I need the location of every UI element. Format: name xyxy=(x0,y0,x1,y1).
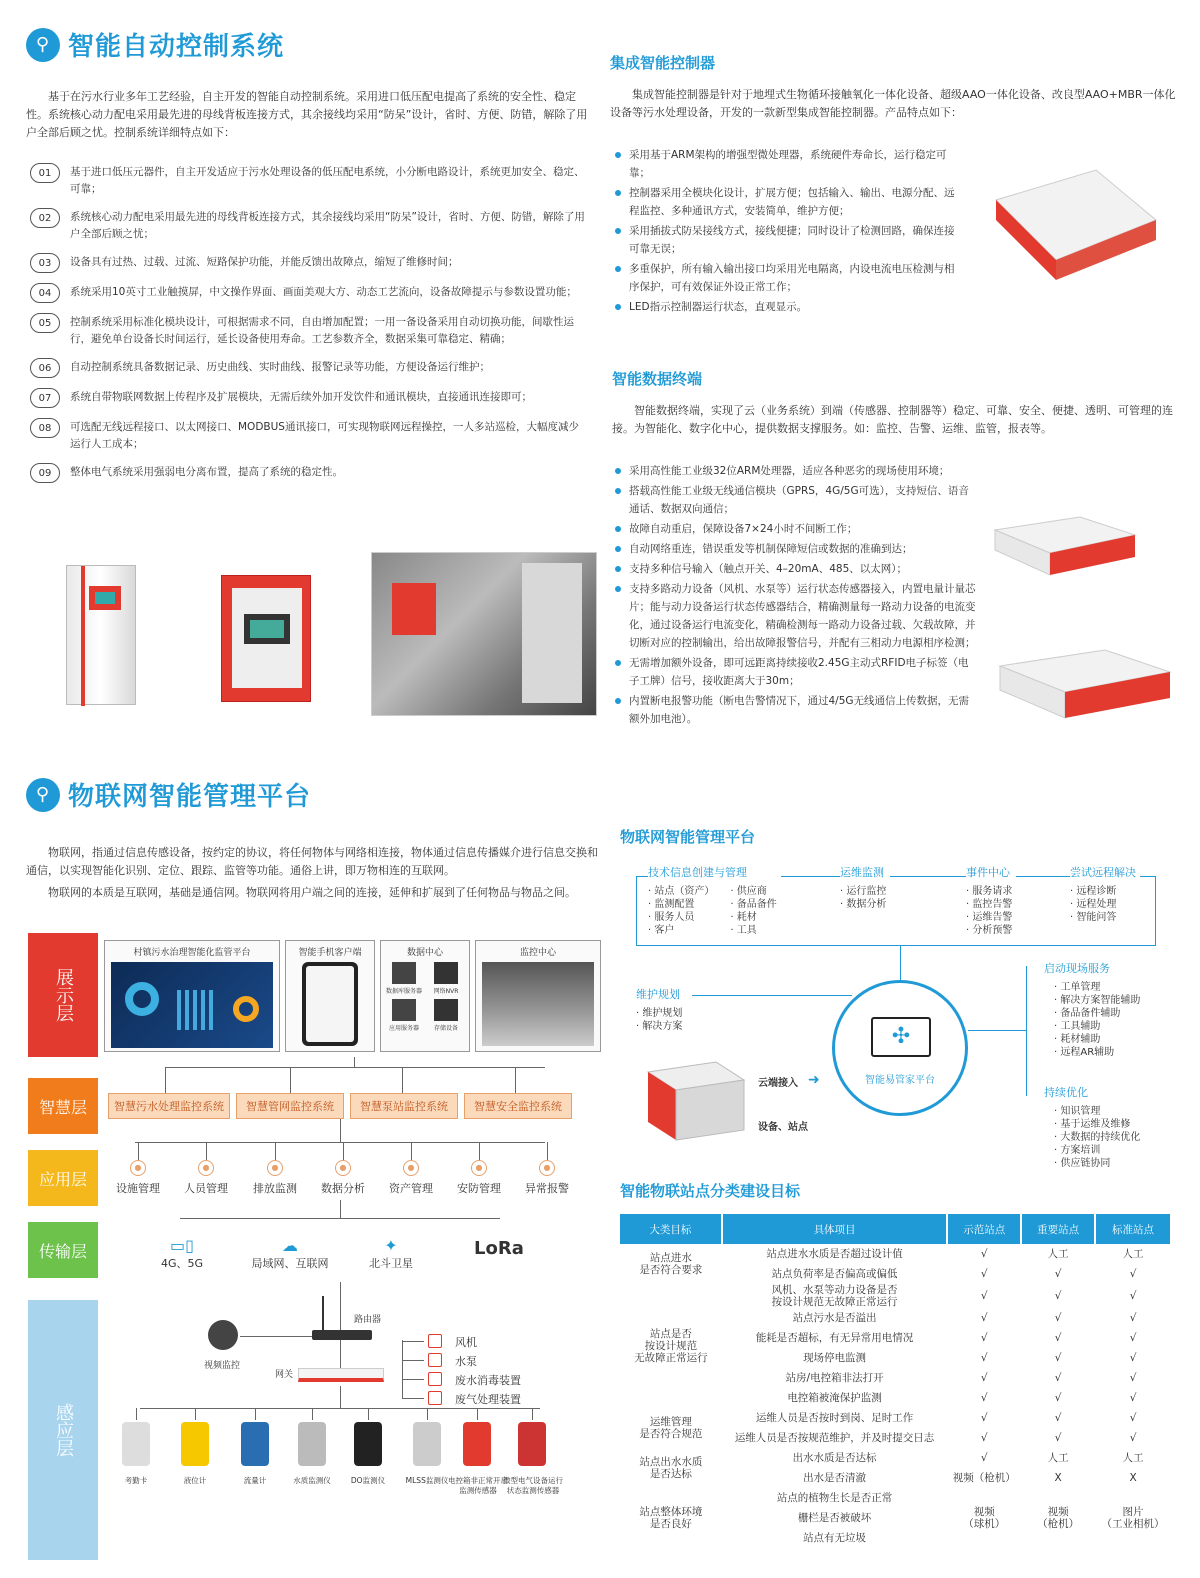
feature-item xyxy=(30,254,586,273)
value-cell: 视频 （枪机） xyxy=(1037,1506,1080,1530)
item-cell: 电控箱被淹保护监测 xyxy=(787,1392,882,1404)
platform-item: · 远程诊断 xyxy=(1070,886,1117,897)
transport-lan: ☁ 局域网、互联网 xyxy=(240,1236,340,1271)
table-row xyxy=(620,1488,1171,1508)
platform-item: · 维护规划 xyxy=(636,1008,683,1019)
app-icon: ● xyxy=(403,1160,419,1176)
value-cell: √ xyxy=(980,1412,988,1424)
value-cell: √ xyxy=(1129,1290,1137,1302)
table-header: 示范站点 xyxy=(947,1214,1021,1244)
layer-application: 应用层 xyxy=(28,1150,98,1206)
item-cell: 现场停电监测 xyxy=(803,1352,867,1364)
devices-icon: ▭▯ xyxy=(170,1236,194,1255)
system-sewage: 智慧污水处理监控系统 xyxy=(108,1093,230,1119)
item-cell: 能耗是否超标，有无异常用电情况 xyxy=(755,1332,914,1344)
arrow-right-icon: ➜ xyxy=(808,1072,820,1088)
bullet-item: 搭载高性能工业级无线通信模块（GPRS，4G/5G可选），支持短信、语音通话、数据双向通信； xyxy=(615,482,977,518)
platform-item: · 基于运维及维修 xyxy=(1054,1119,1131,1130)
layer-display: 展示层 xyxy=(28,933,98,1057)
app-item: ● 资产管理 xyxy=(376,1160,446,1196)
number-badge: 02 xyxy=(30,208,60,228)
platform-item: · 解决方案 xyxy=(636,1021,683,1032)
equipment-icon xyxy=(428,1353,442,1367)
sensor-image xyxy=(298,1422,326,1466)
panel-monitoring: 监控中心 xyxy=(475,940,601,1052)
feature-text: 自动控制系统具备数据记录、历史曲线、实时曲线、报警记录等功能，方便设备运行维护； xyxy=(70,361,490,373)
value-cell: √ xyxy=(1129,1312,1137,1324)
app-icon: ● xyxy=(198,1160,214,1176)
platform-item: · 服务人员 xyxy=(648,912,695,923)
site-label: 设备、站点 xyxy=(758,1122,808,1133)
control-feature-list xyxy=(30,164,586,494)
app-item: ● 安防管理 xyxy=(444,1160,514,1196)
sensor-label: 电控箱非正常开启监测传感器 xyxy=(448,1476,508,1495)
bullet-item: 采用基于ARM架构的增强型微处理器，系统硬件寿命长，运行稳定可靠； xyxy=(615,146,960,182)
sensor-label: MLSS监测仪 xyxy=(405,1476,449,1485)
value-cell: 图片 （工业相机） xyxy=(1101,1506,1165,1530)
system-pump: 智慧泵站监控系统 xyxy=(350,1093,458,1119)
sensor-image xyxy=(241,1422,269,1466)
app-item: ● 人员管理 xyxy=(171,1160,241,1196)
router-label: 路由器 xyxy=(354,1315,382,1325)
terminal-feature-list xyxy=(615,462,977,730)
sensor-label: 水质监测仪 xyxy=(293,1476,331,1485)
layer-transport: 传输层 xyxy=(28,1222,98,1278)
table-row xyxy=(620,1408,1171,1428)
number-badge: 08 xyxy=(30,418,60,438)
category-cell: 站点进水 是否符合要求 xyxy=(639,1252,703,1276)
app-icon: ● xyxy=(471,1160,487,1176)
faucet-icon: ⚲ xyxy=(26,28,60,62)
gateway-device-image xyxy=(646,1060,746,1142)
item-cell: 站房/电控箱非法打开 xyxy=(785,1372,884,1384)
platform-item: · 客户 xyxy=(648,925,675,936)
value-cell: √ xyxy=(1129,1268,1137,1280)
bullet-item: 采用高性能工业级32位ARM处理器，适应各种恶劣的现场使用环境； xyxy=(615,462,977,480)
lora-logo: LoRa xyxy=(474,1238,524,1259)
satellite-icon: ✦ xyxy=(384,1236,398,1255)
table-header: 重要站点 xyxy=(1021,1214,1095,1244)
platform-optimize: 持续优化 · 知识管理 · 基于运维及维修 · 大数据的持续优化 · 方案培训 · 供应链协同 xyxy=(1044,1086,1141,1169)
value-cell: √ xyxy=(980,1290,988,1302)
item-cell: 运维人员是否按时到岗、足时工作 xyxy=(755,1412,914,1424)
feature-item xyxy=(30,209,586,243)
platform-item: · 监测配置 xyxy=(648,899,695,910)
value-cell: √ xyxy=(980,1452,988,1464)
item-cell: 站点负荷率是否偏高或偏低 xyxy=(771,1268,898,1280)
controller-device-image xyxy=(986,160,1162,300)
value-cell: √ xyxy=(1054,1332,1062,1344)
router-image xyxy=(312,1330,372,1340)
feature-item xyxy=(30,419,586,453)
feature-item xyxy=(30,284,586,303)
feature-text: 可选配无线远程接口、以太网接口、MODBUS通讯接口，可实现物联网远程操控，一人多站巡检，大幅度减少运行人工成本； xyxy=(70,421,579,450)
value-cell: 人工 xyxy=(1122,1452,1144,1464)
camera-image xyxy=(208,1320,238,1350)
platform-circle: ✣ 智能易管家平台 xyxy=(832,980,968,1116)
feature-item xyxy=(30,314,586,348)
bullet-dot xyxy=(615,698,621,704)
number-badge: 04 xyxy=(30,283,60,303)
platform-maintenance: 维护规划 · 维护规划 · 解决方案 xyxy=(636,988,683,1032)
table-row xyxy=(620,1284,1171,1308)
sensor-image xyxy=(518,1422,546,1466)
app-icon: ● xyxy=(130,1160,146,1176)
value-cell: √ xyxy=(1129,1372,1137,1384)
sensor-label: DO监测仪 xyxy=(350,1476,386,1485)
section-title-iot: ⚲ 物联网智能管理平台 xyxy=(26,776,311,813)
layer-wisdom: 智慧层 xyxy=(28,1078,98,1134)
section-title-control: ⚲ 智能自动控制系统 xyxy=(26,26,284,63)
installation-photo xyxy=(371,552,597,716)
bullet-item: 支持多路动力设备（风机、水泵等）运行状态传感器接入，内置电量计量芯片；能与动力设备运行状态传感器结合，精确测量每一路动力设备的电流变化，通过设备运行电流变化，精确检测每一路动力设备过载、欠载故障，并切断对应的控制输出，给出故障报警信号，并配有三相动力电源相序检测； xyxy=(615,580,977,652)
transport-4g5g: ▭▯ 4G、5G xyxy=(150,1236,214,1271)
item-cell: 站点的植物生长是否正常 xyxy=(776,1492,893,1504)
gateway-image xyxy=(298,1368,384,1382)
feature-item xyxy=(30,359,586,378)
category-cell: 站点是否 按设计规范 无故障正常运行 xyxy=(634,1328,708,1364)
bullet-dot xyxy=(615,304,621,310)
bullet-item: 支持多种信号输入（触点开关、4–20mA、485、以太网）； xyxy=(615,560,977,578)
terminal-device-image-1 xyxy=(990,515,1140,585)
value-cell: √ xyxy=(1054,1372,1062,1384)
bullet-dot xyxy=(615,660,621,666)
feature-item xyxy=(30,464,586,483)
value-cell: √ xyxy=(1054,1432,1062,1444)
bullet-dot xyxy=(615,546,621,552)
camera-label: 视频监控 xyxy=(204,1361,241,1371)
faucet-icon: ⚲ xyxy=(26,778,60,812)
value-cell: √ xyxy=(980,1352,988,1364)
item-cell: 运维人员是否按规范维护，并及时提交日志 xyxy=(734,1432,935,1444)
value-cell: √ xyxy=(1054,1290,1062,1302)
item-cell: 出水是否清澈 xyxy=(803,1472,867,1484)
bullet-dot xyxy=(615,488,621,494)
feature-text: 控制系统采用标准化模块设计，可根据需求不同，自由增加配置；一用一备设备采用自动切换功能，间歇性运行，避免单台设备长时间运行，延长设备使用寿命。工艺参数齐全，数据采集可靠稳定、精确； xyxy=(70,316,574,345)
value-cell: √ xyxy=(1129,1392,1137,1404)
value-cell: X xyxy=(1054,1472,1062,1484)
iot-intro-1: 物联网，指通过信息传感设备，按约定的协议，将任何物体与网络相连接，物体通过信息传播媒介进行信息交换和通信，以实现智能化识别、定位、跟踪、监管等功能。通俗上讲，即万物相连的互联网。 xyxy=(26,846,598,877)
sensor-label: 流量计 xyxy=(243,1476,267,1485)
app-item: ● 排放监测 xyxy=(240,1160,310,1196)
platform-item: · 供应链协同 xyxy=(1054,1158,1111,1169)
platform-item: · 知识管理 xyxy=(1054,1106,1101,1117)
platform-item: · 备品备件 xyxy=(730,899,777,910)
bullet-dot xyxy=(615,266,621,272)
feature-text: 整体电气系统采用强弱电分离布置，提高了系统的稳定性。 xyxy=(70,466,343,478)
value-cell: X xyxy=(1129,1472,1137,1484)
value-cell: √ xyxy=(980,1432,988,1444)
equipment-label: 风机 xyxy=(455,1336,477,1349)
platform-item: · 供应商 xyxy=(730,886,767,897)
terminal-device-image-2 xyxy=(995,648,1175,728)
platform-col-events: 事件中心 · 服务请求 · 监控告警 · 运维告警 · 分析预警 xyxy=(966,866,1016,937)
sensor-label: 微型电气设备运行状态监测传感器 xyxy=(503,1476,563,1495)
number-badge: 07 xyxy=(30,388,60,408)
value-cell: √ xyxy=(980,1392,988,1404)
equipment-label: 废气处理装置 xyxy=(455,1393,521,1406)
feature-text: 系统核心动力配电采用最先进的母线背板连接方式，其余接线均采用“防呆”设计，省时、方便、防错，解除了用户全部后顾之忧； xyxy=(70,211,585,240)
system-safety: 智慧安全监控系统 xyxy=(464,1093,572,1119)
category-cell: 站点整体环境 是否良好 xyxy=(639,1506,703,1530)
item-cell: 栅栏是否被破坏 xyxy=(797,1512,872,1524)
platform-item: · 工具辅助 xyxy=(1054,1021,1101,1032)
feature-text: 系统采用10英寸工业触摸屏，中文操作界面、画面美观大方、动态工艺流向，设备故障提示与参数设置功能； xyxy=(70,286,577,298)
panel-mobile: 智能手机客户端 xyxy=(285,940,375,1052)
number-badge: 09 xyxy=(30,463,60,483)
iot-intro-2: 物联网的本质是互联网，基础是通信网。物联网将用户端之间的连接，延伸和扩展到了任何物品与物品之间。 xyxy=(48,886,576,899)
platform-item: · 运行监控 xyxy=(840,886,887,897)
app-icon: ● xyxy=(267,1160,283,1176)
sensor-image xyxy=(463,1422,491,1466)
platform-item: · 耗材辅助 xyxy=(1054,1034,1101,1045)
item-cell: 出水水质是否达标 xyxy=(792,1452,877,1464)
sensor-image xyxy=(354,1422,382,1466)
platform-onsite: 启动现场服务 · 工单管理 · 解决方案智能辅助 · 备品备件辅助 · 工具辅助 · 耗材辅助 · 远程AR辅助 xyxy=(1044,962,1141,1058)
bullet-dot xyxy=(615,468,621,474)
platform-col-ops: 运维监测 · 运行监控 · 数据分析 xyxy=(840,866,890,911)
number-badge: 05 xyxy=(30,313,60,333)
platform-col-remote: 尝试远程解决 · 远程诊断 · 远程处理 · 智能问答 xyxy=(1070,866,1140,924)
feature-item xyxy=(30,389,586,408)
platform-item: · 备品备件辅助 xyxy=(1054,1008,1121,1019)
table-row xyxy=(620,1244,1171,1264)
platform-title: 物联网智能管理平台 xyxy=(620,828,756,846)
bullet-dot xyxy=(615,228,621,234)
platform-item: · 服务请求 xyxy=(966,886,1013,897)
item-cell: 站点进水水质是否超过设计值 xyxy=(766,1248,903,1260)
value-cell: 视频 （球机） xyxy=(963,1506,1006,1530)
app-item: ● 数据分析 xyxy=(308,1160,378,1196)
platform-item: · 运维告警 xyxy=(966,912,1013,923)
equipment-label: 水泵 xyxy=(455,1355,477,1368)
value-cell: 人工 xyxy=(1122,1248,1144,1260)
gateway-label: 网关 xyxy=(275,1370,294,1380)
controller-intro: 集成智能控制器是针对于地埋式生物循环接触氧化一体化设备、超级AAO一体化设备、改良型AAO+MBR一体化设备等污水处理设备，开发的一款新型集成智能控制器。产品特点如下： xyxy=(610,88,1176,119)
feature-text: 基于进口低压元器件，自主开发适应于污水处理设备的低压配电系统，小分断电路设计，系统更加安全、稳定、可靠； xyxy=(70,166,585,195)
value-cell: √ xyxy=(1129,1432,1137,1444)
platform-item: · 监控告警 xyxy=(966,899,1013,910)
table-header: 标准站点 xyxy=(1095,1214,1171,1244)
item-cell: 站点污水是否溢出 xyxy=(792,1312,877,1324)
equipment-label: 废水消毒装置 xyxy=(455,1374,521,1387)
app-item: ● 异常报警 xyxy=(512,1160,582,1196)
item-cell: 风机、水泵等动力设备是否 按设计规范无故障正常运行 xyxy=(771,1284,898,1308)
value-cell: √ xyxy=(1129,1332,1137,1344)
platform-col-tech: 技术信息创建与管理 · 站点（资产） · 监测配置 · 服务人员 · 客户 · 供应商 · 备品备件 · 耗材 · 工具 xyxy=(648,866,781,937)
cloud-icon: ☁ xyxy=(282,1236,298,1255)
bullet-item: LED指示控制器运行状态，直观显示。 xyxy=(615,298,960,316)
app-item: ● 设施管理 xyxy=(103,1160,173,1196)
value-cell: √ xyxy=(980,1248,988,1260)
bullet-item: 自动网络重连，错误重发等机制保障短信或数据的准确到达； xyxy=(615,540,977,558)
bullet-dot xyxy=(615,190,621,196)
equipment-icon xyxy=(428,1334,442,1348)
value-cell: 视频（枪机） xyxy=(952,1472,1016,1484)
bullet-dot xyxy=(615,526,621,532)
table-header: 具体项目 xyxy=(722,1214,948,1244)
platform-item: · 大数据的持续优化 xyxy=(1054,1132,1141,1143)
system-pipe: 智慧管网监控系统 xyxy=(236,1093,344,1119)
platform-item: · 站点（资产） xyxy=(648,886,715,897)
bullet-dot xyxy=(615,586,621,592)
platform-item: · 智能问答 xyxy=(1070,912,1117,923)
sensor-image xyxy=(122,1422,150,1466)
transport-beidou: ✦ 北斗卫星 xyxy=(356,1236,426,1271)
sensor-label: 液位计 xyxy=(183,1476,207,1485)
app-icon: ● xyxy=(539,1160,555,1176)
target-table xyxy=(620,1214,1172,1548)
terminal-intro: 智能数据终端，实现了云（业务系统）到端（传感器、控制器等）稳定、可靠、安全、便捷、透明、可管理的连接。为智能化、数字化中心，提供数据支撑服务。如：监控、告警、运维、监管，报表等。 xyxy=(612,404,1173,435)
bullet-item: 故障自动重启，保障设备7×24小时不间断工作； xyxy=(615,520,977,538)
feature-text: 设备具有过热、过载、过流、短路保护功能，并能反馈出故障点，缩短了维修时间； xyxy=(70,256,459,268)
bullet-item: 多重保护，所有输入输出接口均采用光电隔离，内设电流电压检测与相序保护，可有效保证外设正常工作； xyxy=(615,260,960,296)
target-title: 智能物联站点分类建设目标 xyxy=(620,1182,801,1200)
bullet-item: 控制器采用全模块化设计，扩展方便；包括输入、输出、电源分配、远程监控、多种通讯方式，安装简单，维护方便； xyxy=(615,184,960,220)
platform-item: · 方案培训 xyxy=(1054,1145,1101,1156)
sensor-image xyxy=(413,1422,441,1466)
sensor-label: 考勤卡 xyxy=(124,1476,148,1485)
platform-item: · 工具 xyxy=(730,925,757,936)
app-icon: ● xyxy=(335,1160,351,1176)
table-row xyxy=(620,1448,1171,1468)
value-cell: √ xyxy=(980,1372,988,1384)
controller-feature-list xyxy=(615,146,960,318)
value-cell: √ xyxy=(1054,1392,1062,1404)
table-header: 大类目标 xyxy=(620,1214,722,1244)
value-cell: √ xyxy=(980,1312,988,1324)
cabinet-photo-1 xyxy=(66,565,136,705)
category-cell: 运维管理 是否符合规范 xyxy=(639,1416,703,1440)
sensor-image xyxy=(181,1422,209,1466)
control-intro: 基于在污水行业多年工艺经验，自主开发的智能自动控制系统。采用进口低压配电提高了系统的安全性、稳定性。系统核心动力配电采用最先进的母线背板连接方式，其余接线均采用“防呆”设计，省时、方便、防错，解除了用户全部后顾之忧。控制系统详细特点如下： xyxy=(26,90,588,139)
panel-datacenter: 数据中心 数据库服务器 网络NVR 应用服务器 存储设备 xyxy=(380,940,470,1052)
number-badge: 01 xyxy=(30,163,60,183)
value-cell: √ xyxy=(1129,1412,1137,1424)
monitor-icon: ✣ xyxy=(871,1017,931,1057)
value-cell: √ xyxy=(1129,1352,1137,1364)
equipment-icon xyxy=(428,1391,442,1405)
terminal-title: 智能数据终端 xyxy=(612,370,703,388)
value-cell: √ xyxy=(980,1268,988,1280)
platform-item: · 数据分析 xyxy=(840,899,887,910)
value-cell: √ xyxy=(980,1332,988,1344)
value-cell: 人工 xyxy=(1047,1248,1069,1260)
bullet-dot xyxy=(615,566,621,572)
bullet-dot xyxy=(615,152,621,158)
feature-text: 系统自带物联网数据上传程序及扩展模块，无需后续外加开发饮件和通讯模块，直接通讯连接即可； xyxy=(70,391,532,403)
bullet-item: 采用插拔式防呆接线方式，接线便捷；同时设计了检测回路，确保连接可靠无误； xyxy=(615,222,960,258)
platform-item: · 工单管理 xyxy=(1054,982,1101,993)
value-cell: √ xyxy=(1054,1352,1062,1364)
platform-item: · 解决方案智能辅助 xyxy=(1054,995,1141,1006)
controller-title: 集成智能控制器 xyxy=(610,54,716,72)
number-badge: 06 xyxy=(30,358,60,378)
panel-platform: 村镇污水治理智能化监管平台 xyxy=(104,940,280,1052)
feature-item xyxy=(30,164,586,198)
cabinet-photo-2 xyxy=(221,575,311,702)
platform-item: · 远程处理 xyxy=(1070,899,1117,910)
equipment-icon xyxy=(428,1372,442,1386)
value-cell: 人工 xyxy=(1047,1452,1069,1464)
platform-item: · 远程AR辅助 xyxy=(1054,1047,1115,1058)
layer-sensing: 感应层 xyxy=(28,1300,98,1560)
bullet-item: 无需增加额外设备，即可远距离持续接收2.45G主动式RFID电子标签（电子工牌）信号，接收距离大于30m； xyxy=(615,654,977,690)
number-badge: 03 xyxy=(30,253,60,273)
platform-item: · 分析预警 xyxy=(966,925,1013,936)
value-cell: √ xyxy=(1054,1312,1062,1324)
bullet-item: 内置断电报警功能（断电告警情况下，通过4/5G无线通信上传数据，无需额外加电池）。 xyxy=(615,692,977,728)
platform-item: · 耗材 xyxy=(730,912,757,923)
item-cell: 站点有无垃圾 xyxy=(803,1532,867,1544)
value-cell: √ xyxy=(1054,1412,1062,1424)
cloud-access-label: 云端接入 xyxy=(758,1078,798,1089)
category-cell: 站点出水水质 是否达标 xyxy=(639,1456,703,1480)
value-cell: √ xyxy=(1054,1268,1062,1280)
